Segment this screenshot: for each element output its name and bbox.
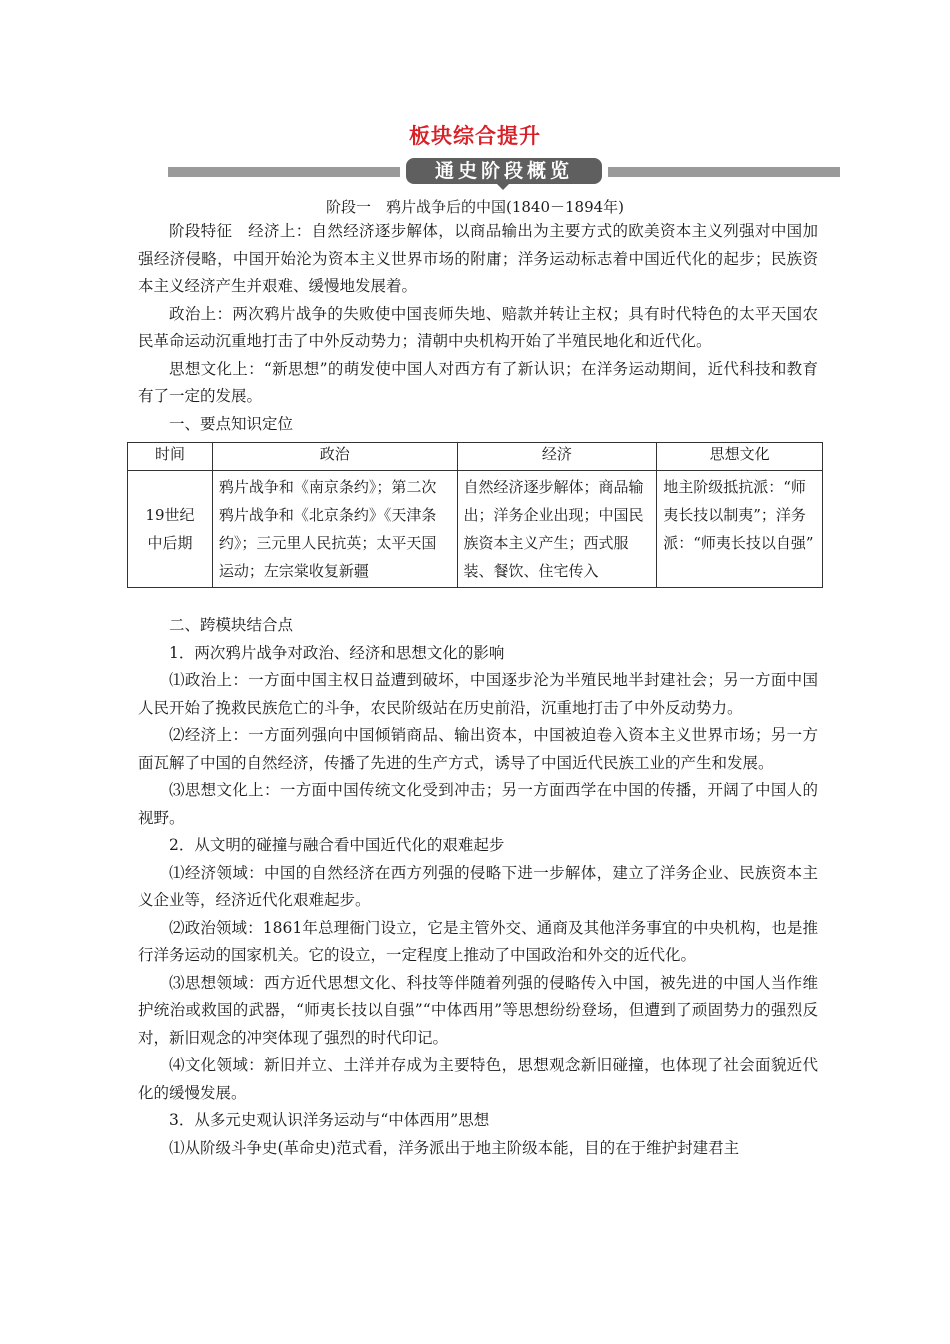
point-item: ⑵经济上：一方面列强向中国倾销商品、输出资本，中国被迫卷入资本主义世界市场；另一方面瓦解了中国的自然经济，传播了先进的生产方式，诱导了中国近代民族工业的产生和发展。 [138,726,818,772]
header-culture: 思想文化 [657,443,823,471]
banner-rule-left [168,167,400,177]
banner-label: 通史阶段概览 [406,158,602,184]
stage-heading: 阶段一 鸦片战争后的中国(1840－1894年) [325,198,625,216]
section-banner [168,158,840,188]
knowledge-table [127,442,823,588]
point-item: ⑴经济领域：中国的自然经济在西方列强的侵略下进一步解体，建立了洋务企业、民族资本主义企业等，经济近代化艰难起步。 [138,863,818,909]
point-item: ⑶思想文化上：一方面中国传统文化受到冲击；另一方面西学在中国的传播，开阔了中国人的视野。 [138,781,818,827]
page-title: 板块综合提升 [409,124,541,148]
point-item: ⑵政治领域：1861年总理衙门设立，它是主管外交、通商及其他洋务事宜的中央机构，也是推行洋务运动的国家机关。它的设立，一定程度上推动了中国政治和外交的近代化。 [138,918,818,964]
intro-culture: 思想文化上：“新思想”的萌发使中国人对西方有了新认识；在洋务运动期间，近代科技和教育有了一定的发展。 [138,359,818,405]
header-time: 时间 [128,443,213,471]
cell-economy: 自然经济逐步解体；商品输出；洋务企业出现；中国民族资本主义产生；西式服装、餐饮、住宅传入 [457,471,657,588]
point-item: ⑷文化领域：新旧并立、土洋并存成为主要特色，思想观念新旧碰撞，也体现了社会面貌近代化的缓慢发展。 [138,1056,818,1102]
points-block [138,612,818,1162]
section-heading-1: 一、要点知识定位 [169,414,294,433]
point-item: ⑴从阶级斗争史(革命史)范式看，洋务派出于地主阶级本能，目的在于维护封建君主 [169,1138,740,1157]
point-heading: 2．从文明的碰撞与融合看中国近代化的艰难起步 [169,836,505,854]
cell-time: 19世纪中后期 [128,471,213,588]
banner-pointer [496,183,510,190]
cell-politics: 鸦片战争和《南京条约》；第二次鸦片战争和《北京条约》《天津条约》；三元里人民抗英；太平天国运动；左宗棠收复新疆 [212,471,457,588]
intro-economy: 阶段特征 经济上：自然经济逐步解体，以商品输出为主要方式的欧美资本主义列强对中国加强经济侵略，中国开始沦为资本主义世界市场的附庸；洋务运动标志着中国近代化的起步；民族资本主义经济产生并艰难、缓慢地发展着。 [138,222,818,295]
point-heading: 3．从多元史观认识洋务运动与“中体西用”思想 [169,1111,490,1129]
header-politics: 政治 [212,443,457,471]
table-header-row [128,443,823,471]
table-row [128,471,823,588]
intro-politics: 政治上：两次鸦片战争的失败使中国丧师失地、赔款并转让主权；具有时代特色的太平天国农民革命运动沉重地打击了中外反动势力；清朝中央机构开始了半殖民地化和近代化。 [138,304,818,350]
header-economy: 经济 [457,443,657,471]
point-item: ⑶思想领域：西方近代思想文化、科技等伴随着列强的侵略传入中国，被先进的中国人当作维护统治或救国的武器，“师夷长技以自强”“中体西用”等思想纷纷登场，但遭到了顽固势力的强烈反对，新旧观念的冲突体现了强烈的时代印记。 [138,973,818,1047]
point-heading: 1．两次鸦片战争对政治、经济和思想文化的影响 [169,643,505,662]
banner-rule-right [608,167,840,177]
intro-block [138,218,818,438]
cell-culture: 地主阶级抵抗派：“师夷长技以制夷”；洋务派：“师夷长技以自强” [657,471,823,588]
section-heading-2: 二、跨模块结合点 [169,616,294,634]
point-item: ⑴政治上：一方面中国主权日益遭到破坏，中国逐步沦为半殖民地半封建社会；另一方面中国人民开始了挽救民族危亡的斗争，农民阶级站在历史前沿，沉重地打击了中外反动势力。 [138,671,818,717]
